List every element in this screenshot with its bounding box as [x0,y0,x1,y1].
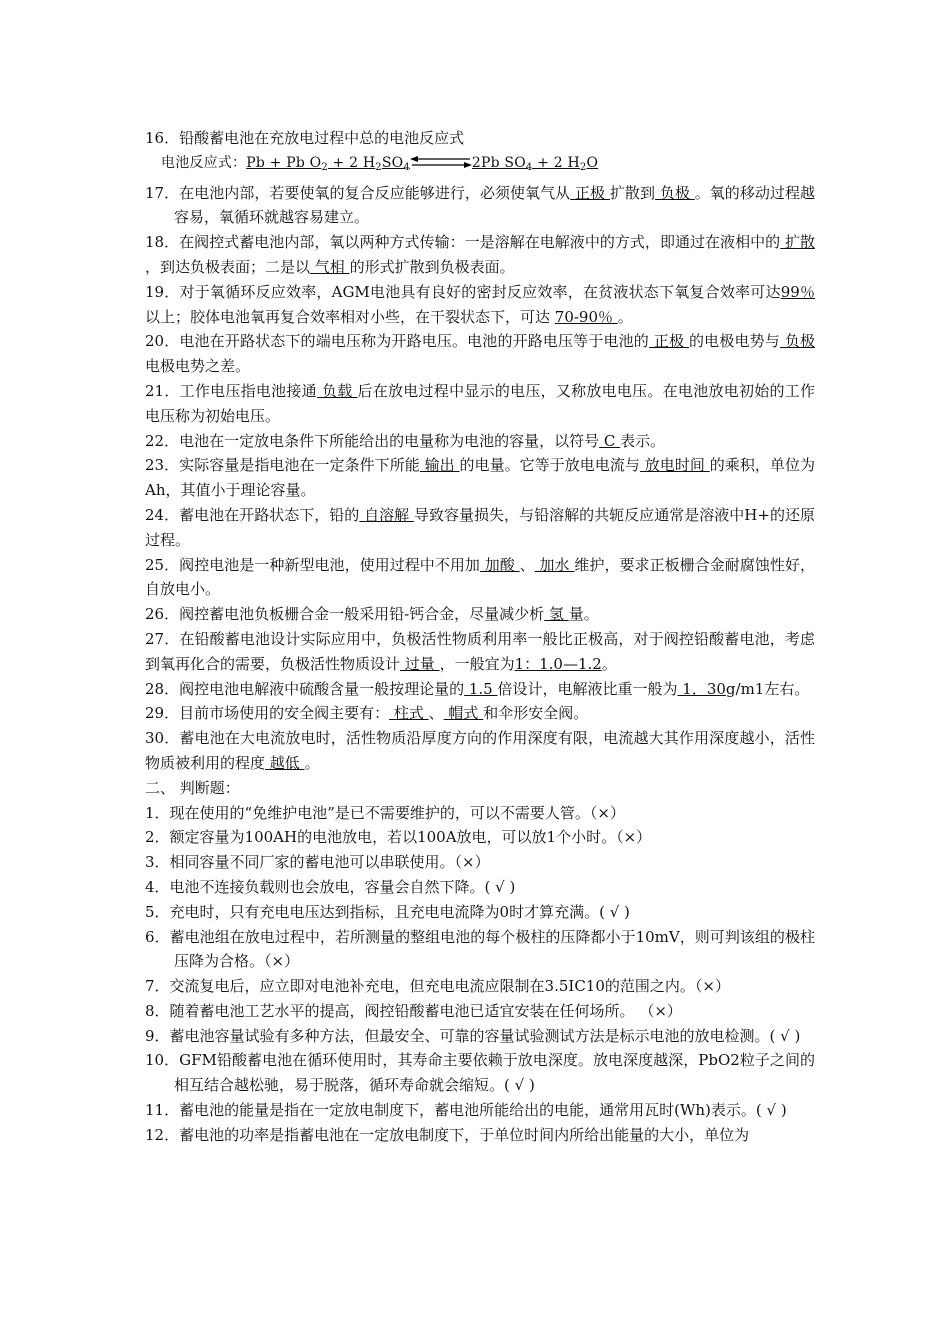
answer-blank: 负载 [316,381,358,400]
text-run: 倍设计，电解液比重一般为 [497,679,678,698]
equation-body [246,155,598,171]
answer-blank: 正极 [570,183,610,202]
paragraph-20: 4．电池不连接负载则也会放电，容量会自然下降。( √ ) [145,877,516,896]
document-body [145,126,815,1148]
answer-blank: 放电时间 [639,456,710,475]
paragraph-12 [145,627,815,677]
paragraph-9 [145,503,815,553]
text-run: 扩散到 [609,183,656,202]
answer-blank: 70-90％ [554,307,618,326]
text-run: 的乘积，单位为Ah，其值小于理论容量。 [145,456,815,500]
text-run: 导致容量损失，与铅溶解的共轭反应通常是溶液中H+的还原过程。 [145,505,815,549]
equation-label: 电池反应式： [161,154,247,171]
text-run: 的电极电势与 [689,332,780,351]
paragraph-2 [145,181,815,231]
answer-blank: 1．30 [677,679,726,698]
text-run: 的形式扩散到负极表面。 [349,257,515,276]
answer-blank: 加酸 [479,555,520,574]
text-run: 29．目前市场使用的安全阀主要有： [145,704,390,723]
text-run: 24．蓄电池在开路状态下，铅的 [145,505,360,524]
text-run: 28．阀控电池电解液中硫酸含量一般按理论量的 [145,679,465,698]
answer-blank: 自溶解 [359,505,414,524]
paragraph-26: 10．GFM铅酸蓄电池在循环使用时，其寿命主要依赖于放电深度。放电深度越深，PbO2粒子之间的相互结合越松驰，易于脱落，循环寿命就会缩短。( √ ) [145,1051,815,1095]
answer-blank: 过量 [400,654,440,673]
text-run: 维护，要求正板栅合金耐腐蚀性好，自放电小。 [145,555,815,599]
equation-rhs-part: 2 [579,161,587,173]
paragraph-21: 5．充电时，只有充电电压达到指标，且充电电流降为0时才算充满。( √ ) [145,902,630,921]
answer-blank: 越低 [265,753,305,772]
paragraph-19: 3．相同容量不同厂家的蓄电池可以串联使用。（×） [145,853,490,872]
text-run: 21．工作电压指电池接通 [145,381,317,400]
paragraph-14 [145,701,815,726]
text-run: 量。 [568,605,599,624]
paragraph-23: 7．交流复电后，应立即对电池补充电，但充电电流应限制在3.5IC10的范围之内。（×） [145,977,730,996]
text-run: 17．在电池内部，若要使氧的复合反应能够进行，必须使氧气从 [145,183,571,202]
text-run: 27．在铅酸蓄电池设计实际应用中，负极活性物质利用率一般比正极高，对于阀控铅酸蓄电池，考虑到氧再化合的需要，负极活性物质设计 [145,629,815,673]
reaction-equation [145,151,815,181]
answer-blank: 气相 [310,257,350,276]
answer-blank: 负极 [655,183,695,202]
equation-lhs-part: 4 [403,161,410,173]
answer-blank: 输出 [419,456,460,475]
reversible-arrow-icon [410,155,472,169]
equation-lhs-part: SO [381,154,404,171]
text-run: 后在放电过程中显示的电压，又称放电电压。在电池放电初始的工作电压称为初始电压。 [145,381,815,425]
text-run: 和伞形安全阀。 [483,704,589,723]
text-run: 以上；胶体电池氧再复合效率相对小些，在干裂状态下，可达 [145,307,555,326]
text-run: 、 [428,704,444,723]
answer-blank: 正极 [648,332,690,351]
text-run: 30．蓄电池在大电流放电时，活性物质沿厚度方向的作用深度有限，电流越大其作用深度越小，活性物质被利用的程度 [145,729,815,772]
paragraph-15 [145,726,815,776]
paragraph-24: 8．随着蓄电池工艺水平的提高，阀控铅酸蓄电池已适宜安装在任何场所。 （×） [145,1001,682,1020]
paragraph-25: 9．蓄电池容量试验有多种方法，但最安全、可靠的容量试验测试方法是标示电池的放电检测。( √ ) [145,1026,801,1045]
paragraph-5 [145,329,815,379]
paragraph-10 [145,553,815,603]
answer-blank: 负极 [779,332,815,351]
text-run: 、 [519,555,535,574]
paragraph-7 [145,429,815,454]
text-run: 20．电池在开路状态下的端电压称为开路电压。电池的开路电压等于电池的 [145,332,649,351]
text-run: 19．对于氧循环反应效率，AGM电池具有良好的密封反应效率，在贫液状态下氧复合效率可达 [145,282,781,301]
text-run: 表示。 [620,431,666,450]
paragraph-22: 6．蓄电池组在放电过程中，若所测量的整组电池的每个极柱的压降都小于10mV，则可判该组的极柱压降为合格。（×） [145,927,815,971]
equation-rhs-part: O [586,154,599,171]
equation-lhs-part: 2 [375,161,382,173]
text-run: g/m1左右。 [725,679,810,698]
answer-blank: 氢 [544,605,569,624]
equation-rhs-part: 2Pb SO [471,154,526,171]
equation-lhs-part: Pb + Pb O [246,154,322,171]
paragraph-27: 11．蓄电池的能量是指在一定放电制度下，蓄电池所能给出的电能，通常用瓦时(Wh)表示。( √ ) [145,1101,787,1120]
paragraph-6 [145,379,815,429]
equation-lhs-part: 2 [321,161,328,173]
text-run: 25．阀控电池是一种新型电池，使用过程中不用加 [145,555,480,574]
paragraph-17: 1．现在使用的“免维护电池”是已不需要维护的，可以不需要人管。（×） [145,803,625,822]
paragraph-3 [145,230,815,280]
text-run: ，一般宜为 [439,654,515,673]
paragraph-16: 二、 判断题： [145,778,240,797]
paragraph-4 [145,280,815,330]
text-run: 18．在阀控式蓄电池内部，氧以两种方式传输：一是溶解在电解液中的方式，即通过在液相中的 [145,233,781,252]
answer-blank: 帽式 [443,704,484,723]
text-run: ，到达负极表面；二是以 [145,257,311,276]
text-run: 22．电池在一定放电条件下所能给出的电量称为电池的容量，以符号 [145,431,600,450]
equation-rhs-part: 4 [525,161,533,173]
text-run: 电极电势之差。 [145,357,251,376]
text-run: 。 [617,307,633,326]
answer-blank: 1：1.0—1.2 [514,654,602,673]
answer-blank: 99％ [780,282,816,301]
equation-rhs-part: + 2 H [532,154,580,171]
equation-lhs-part: + 2 H [327,154,376,171]
text-run: 。 [601,654,617,673]
answer-blank: C [599,431,621,450]
answer-blank: 柱式 [389,704,429,723]
paragraph-8 [145,453,815,503]
text-run: 的电量。它等于放电电流与 [459,456,640,475]
text-run: 26．阀控蓄电池负板栅合金一般采用铅-钙合金，尽量减少析 [145,605,545,624]
paragraph-11 [145,602,815,627]
answer-blank: 扩散 [780,233,815,252]
answer-blank: 加水 [534,555,575,574]
text-run: 23．实际容量是指电池在一定条件下所能 [145,456,420,475]
paragraph-13 [145,677,815,702]
text-run: 。氧的移动过程越容易，氧循环就越容易建立。 [174,183,815,227]
paragraph-28: 12．蓄电池的功率是指蓄电池在一定放电制度下，于单位时间内所给出能量的大小，单位为 [145,1125,750,1144]
text-run: 。 [304,753,320,772]
answer-blank: 1.5 [464,679,498,698]
paragraph-0: 16．铅酸蓄电池在充放电过程中总的电池反应式 [145,129,465,147]
paragraph-18: 2．额定容量为100AH的电池放电，若以100A放电，可以放1个小时。（×） [145,828,652,847]
